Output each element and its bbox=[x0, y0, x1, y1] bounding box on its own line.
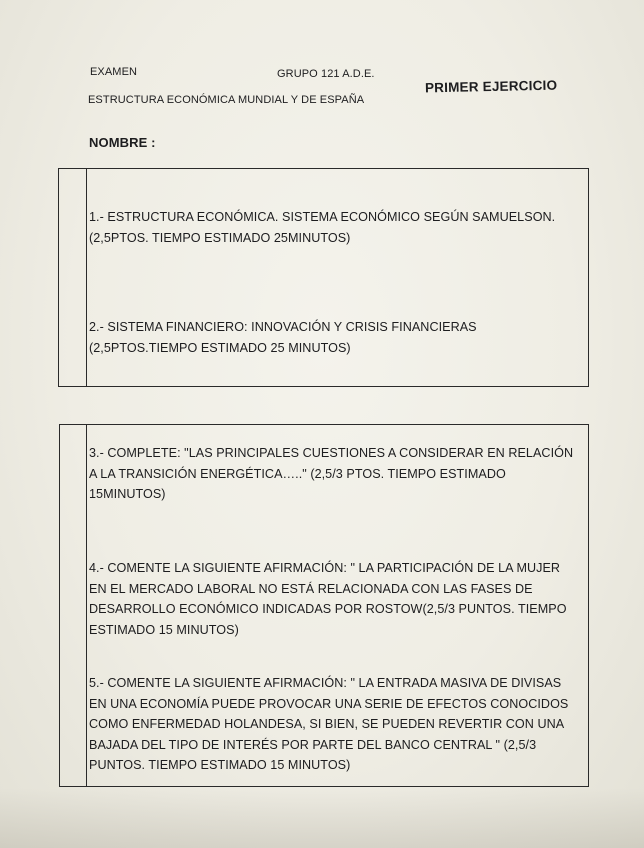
question-5-line: EN UNA ECONOMÍA PUEDE PROVOCAR UNA SERIE DE EFECTOS CONOCIDOS bbox=[89, 696, 569, 711]
box-2-margin-line bbox=[86, 424, 87, 786]
question-1-line: 1.- ESTRUCTURA ECONÓMICA. SISTEMA ECONÓMICO SEGÚN SAMUELSON. bbox=[89, 210, 556, 224]
question-3-line: A LA TRANSICIÓN ENERGÉTICA….." (2,5/3 PTOS. TIEMPO ESTIMADO bbox=[89, 466, 506, 481]
question-5-line: PUNTOS. TIEMPO ESTIMADO 15 MINUTOS) bbox=[89, 758, 351, 772]
question-4-line: DESARROLLO ECONÓMICO INDICADAS POR ROSTOW(2,5/3 PUNTOS. TIEMPO bbox=[89, 602, 567, 616]
subject-title: ESTRUCTURA ECONÓMICA MUNDIAL Y DE ESPAÑA bbox=[88, 94, 365, 106]
question-4 bbox=[89, 558, 567, 640]
question-5-line: BAJADA DEL TIPO DE INTERÉS POR PARTE DEL BANCO CENTRAL " (2,5/3 bbox=[89, 737, 537, 752]
question-5-line: COMO ENFERMEDAD HOLANDESA, SI BIEN, SE PUEDEN REVERTIR CON UNA bbox=[89, 717, 565, 731]
question-1-line: (2,5PTOS. TIEMPO ESTIMADO 25MINUTOS) bbox=[89, 230, 351, 245]
question-2-line: (2,5PTOS.TIEMPO ESTIMADO 25 MINUTOS) bbox=[89, 340, 351, 355]
question-2-line: 2.- SISTEMA FINANCIERO: INNOVACIÓN Y CRISIS FINANCIERAS bbox=[89, 320, 477, 334]
question-3-line: 15MINUTOS) bbox=[89, 487, 166, 501]
question-5 bbox=[89, 673, 568, 776]
page-shadow bbox=[0, 788, 644, 848]
question-1 bbox=[89, 207, 555, 248]
group-label: GRUPO 121 A.D.E. bbox=[277, 68, 375, 80]
question-4-line: 4.- COMENTE LA SIGUIENTE AFIRMACIÓN: " LA PARTICIPACIÓN DE LA MUJER bbox=[89, 561, 561, 575]
exam-label: EXAMEN bbox=[90, 66, 138, 78]
question-3 bbox=[89, 443, 573, 505]
question-4-line: ESTIMADO 15 MINUTOS) bbox=[89, 622, 239, 637]
box-1-margin-line bbox=[86, 168, 87, 386]
question-4-line: EN EL MERCADO LABORAL NO ESTÁ RELACIONADA CON LAS FASES DE bbox=[89, 581, 533, 596]
question-3-line: 3.- COMPLETE: "LAS PRINCIPALES CUESTIONES A CONSIDERAR EN RELACIÓN bbox=[89, 446, 574, 460]
exercise-title: PRIMER EJERCICIO bbox=[424, 77, 558, 96]
question-5-line: 5.- COMENTE LA SIGUIENTE AFIRMACIÓN: " LA ENTRADA MASIVA DE DIVISAS bbox=[89, 676, 562, 690]
name-label: NOMBRE : bbox=[89, 135, 156, 150]
question-2 bbox=[89, 317, 477, 358]
